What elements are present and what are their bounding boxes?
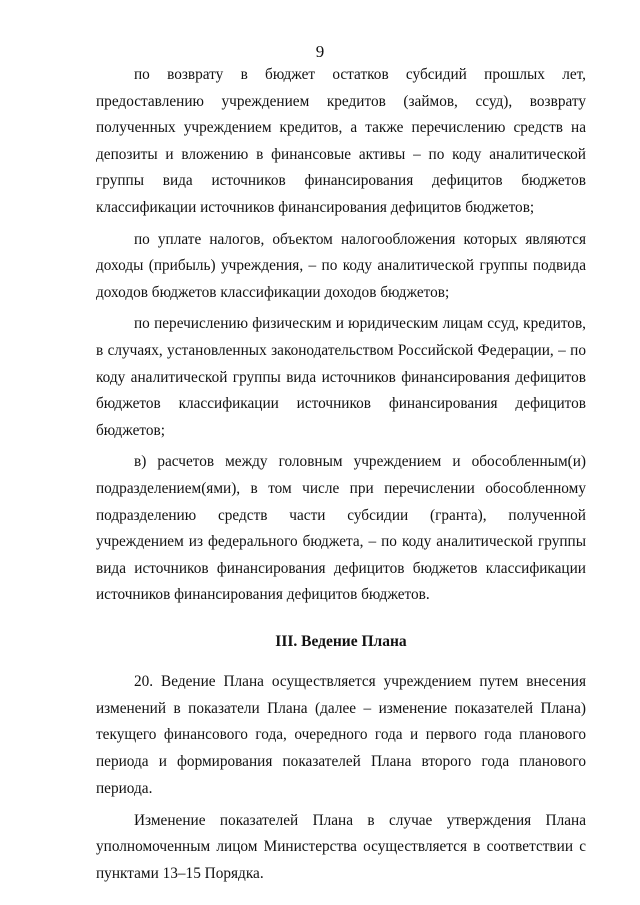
paragraph-branch-settlements: в) расчетов между головным учреждением и обособленным(и) подразделением(ями), в том числе при перечислении обособленному подразделению средств части субсидии (гранта), полученной учреждением из федерального бюджета, – по коду аналитической группы вида источников финансирования дефицитов бюджетов классификации источников финансирования дефицитов бюджетов. (96, 453, 586, 604)
paragraph-plan-maintenance: 20. Ведение Плана осуществляется учреждением путем внесения изменений в показатели Плана (далее – изменение показателей Плана) текущего финансового года, очередного года и первого года планового периода и формирования показателей Плана второго года планового периода. (96, 672, 586, 798)
paragraph-tax-payment: по уплате налогов, объектом налогообложения которых являются доходы (прибыль) учреждения, – по коду аналитической группы подвида доходов бюджетов классификации доходов бюджетов; (96, 230, 586, 301)
paragraph-loans-transfer: по перечислению физическим и юридическим лицам ссуд, кредитов, в случаях, установленных законодательством Российской Федерации, – по коду аналитической группы вида источников финансирования дефицитов бюджетов классификации источников финансирования дефицитов бюджетов; (96, 315, 586, 439)
paragraph-budget-refund: по возврату в бюджет остатков субсидий прошлых лет, предоставлению учреждением кредитов (займов, ссуд), возврату полученных учреждением кредитов, а также перечислению средств на депозиты и вложению в финансовые активы – по коду аналитической группы вида источников финансирования дефицитов бюджетов классификации источников финансирования дефицитов бюджетов; (96, 66, 586, 216)
document-body (96, 62, 586, 888)
page-number: 9 (315, 42, 325, 61)
section-heading: III. Ведение Плана (275, 632, 407, 650)
paragraph-plan-changes: Изменение показателей Плана в случае утверждения Плана уполномоченным лицом Министерства осуществляется в соответствии с пунктами 13–15 Порядка. (96, 811, 586, 883)
